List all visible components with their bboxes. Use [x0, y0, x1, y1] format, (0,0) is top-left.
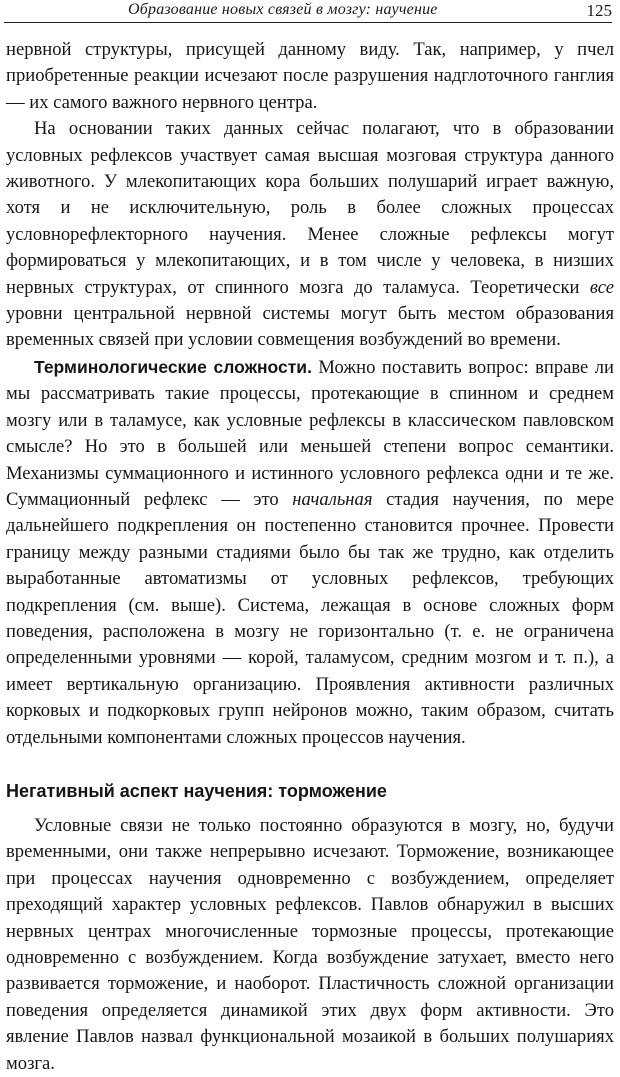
paragraph-inhibition: Условные связи не только постоянно образуются в мозгу, но, будучи временными, они также непрерывно исчезают. Торможение, возникающее при процессах научения одновременно с возбуждением, определяет преходящий характер условных рефлексов. Павлов обнаружил в высших нервных центрах многочисленные тормозные процессы, протекающие одновременно с возбуждением. Когда возбуждение затухает, вместо него развивается торможение, и наоборот. Пластичность сложной организации поведения определяется динамикой этих двух форм активности. Это явление Павлов назвал функциональной мозаикой в больших полушариях мозга. — [6, 814, 614, 1074]
paragraph-brain-structures — [6, 116, 614, 354]
paragraph-text: Можно поставить вопрос: вправе ли мы рассматривать такие процессы, протекающие в спинном и среднем мозгу или в таламусе, как условные рефлексы в классическом павловском смысле? Но это в большей или меньшей степени вопрос семантики. Механизмы суммационного и истинного условного рефлекса одни и те же. Суммационный рефлекс — это — [6, 356, 615, 510]
section-heading: Негативный аспект научения: торможение — [6, 780, 387, 801]
paragraph-terminology — [6, 354, 614, 751]
paragraph-text: стадия научения, по мере дальнейшего подкрепления он постепенно становится прочнее. Провести границу между разными стадиями было бы так же трудно, как отделить выработанные автоматизмы от условных рефлексов, требующих подкрепления (см. выше). Система, лежащая в основе сложных форм поведения, расположена в мозгу не горизонтально (т. е. не ограничена определенными уровнями — корой, таламусом, средним мозгом и т. п.), а имеет вертикальную организацию. Проявления активности различных корковых и подкорковых групп нейронов можно, таким образом, считать отдельными компонентами сложных процессов научения. — [6, 488, 614, 748]
header-rule — [4, 22, 612, 23]
body-text — [6, 37, 614, 1077]
paragraph-text: На основании таких данных сейчас полагают, что в образовании условных рефлексов участвует самая высшая мозговая структура данного животного. У млекопитающих кора больших полушарий играет важную, хотя и не исключительную, роль в более сложных процессах условнорефлекторного научения. Менее сложные рефлексы могут формироваться у млекопитающих, и в том числе у человека, в низших нервных структурах, от спинного мозга до таламуса. Теоретически — [6, 118, 614, 298]
page-number: 125 — [586, 1, 612, 20]
running-title: Образование новых связей в мозгу: научение — [128, 1, 438, 18]
paragraph-continuation: нервной структуры, присущей данному виду. Так, например, у пчел приобретенные реакции исчезают после разрушения надглоточного ганглия — их самого важного нервного центра. — [6, 39, 614, 113]
run-in-heading: Терминологические сложности. — [34, 356, 312, 377]
emphasis-text: начальная — [292, 488, 373, 510]
emphasis-text: все — [589, 276, 614, 298]
paragraph-text: уровни центральной нервной системы могут быть местом образования временных связей при условии совмещения возбуждений во времени. — [6, 303, 614, 351]
running-head — [0, 0, 620, 24]
